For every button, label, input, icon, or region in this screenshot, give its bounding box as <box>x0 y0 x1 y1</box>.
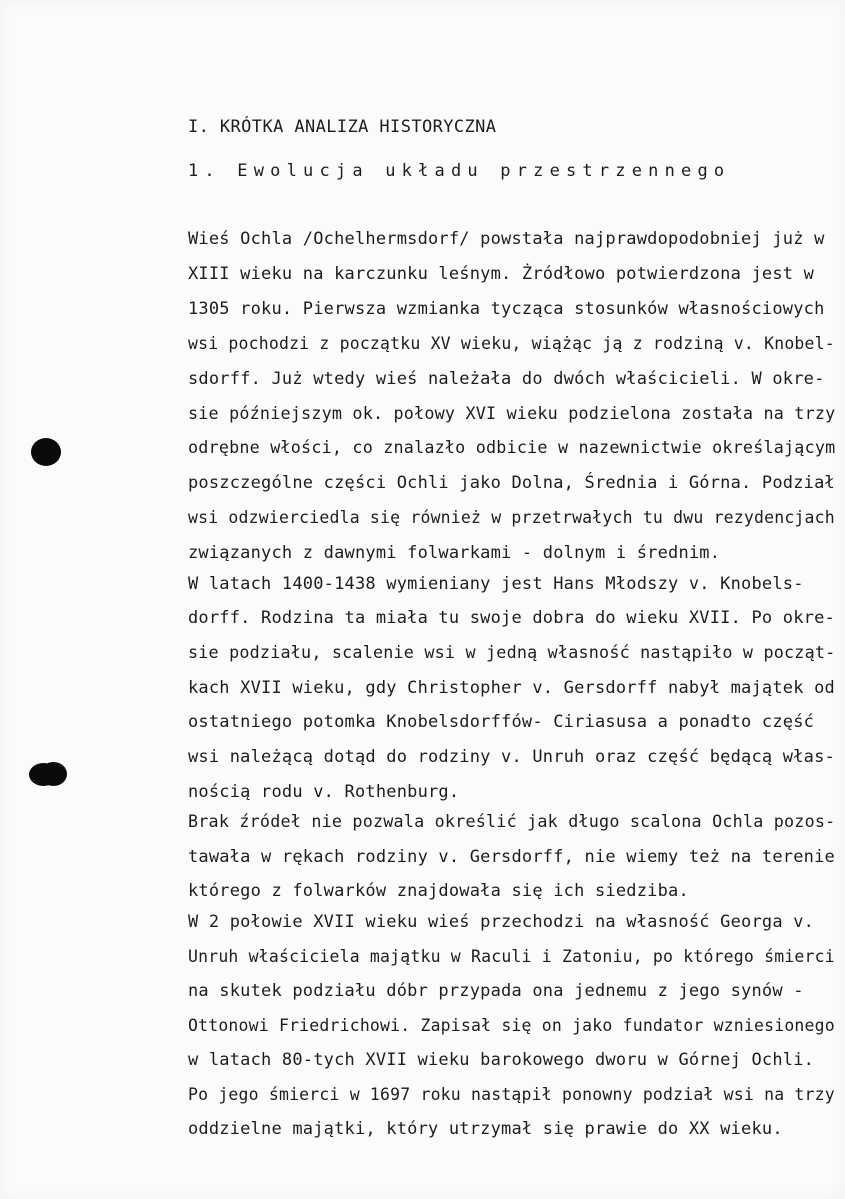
text-line: Ottonowi Friedrichowi. Zapisał się on jako fundator wzniesionego <box>188 1016 835 1036</box>
text-line: w latach 80-tych XVII wieku barokowego dworu w Górnej Ochli. <box>188 1050 815 1070</box>
text-line: sdorff. Już wtedy wieś należała do dwóch właścicieli. W okre- <box>188 369 825 389</box>
text-line: wsi pochodzi z początku XV wieku, wiążąc ją z rodziną v. Knobel- <box>188 334 835 354</box>
text-line: W 2 połowie XVII wieku wieś przechodzi na własność Georga v. <box>188 912 815 932</box>
text-line: którego z folwarków znajdowała się ich siedziba. <box>188 881 689 901</box>
punch-hole <box>31 438 61 466</box>
text-line: Unruh właściciela majątku w Raculi i Zatoniu, po którego śmierci <box>188 947 835 967</box>
text-line: Brak źródeł nie pozwala określić jak długo scalona Ochla pozos- <box>188 812 836 832</box>
text-line: poszczególne części Ochli jako Dolna, Średnia i Górna. Podział <box>188 473 835 493</box>
text-line: wsi należącą dotąd do rodziny v. Unruh oraz część będącą włas- <box>188 747 835 767</box>
text-line: nością rodu v. Rothenburg. <box>188 782 460 802</box>
text-line: dorff. Rodzina ta miała tu swoje dobra do wieku XVII. Po okre- <box>188 608 835 628</box>
text-line: W latach 1400-1438 wymieniany jest Hans Młodszy v. Knobels- <box>188 574 804 594</box>
text-line: XIII wieku na karczunku leśnym. Żródłowo potwierdzona jest w <box>188 264 815 284</box>
text-line: Po jego śmierci w 1697 roku nastąpił ponowny podział wsi na trzy <box>188 1085 835 1105</box>
text-line: kach XVII wieku, gdy Christopher v. Gersdorff nabył majątek od <box>188 678 835 698</box>
section-heading: I. KRÓTKA ANALIZA HISTORYCZNA <box>188 117 497 137</box>
text-line: 1305 roku. Pierwsza wzmianka tycząca stosunków własnościowych <box>188 299 825 319</box>
text-line: sie podziału, scalenie wsi w jedną własność nastąpiło w począt- <box>188 643 836 663</box>
punch-hole <box>40 762 67 786</box>
text-line: Wieś Ochla /Ochelhermsdorf/ powstała najprawdopodobniej już w <box>188 229 825 249</box>
text-line: wsi odzwierciedla się również w przetrwałych tu dwu rezydencjach <box>188 508 835 528</box>
text-line: odrębne włości, co znalazło odbicie w nazewnictwie określającym <box>188 438 836 458</box>
subsection-heading: 1. Ewolucja układu przestrzennego <box>188 161 731 181</box>
text-line: oddzielne majątki, który utrzymał się prawie do XX wieku. <box>188 1119 783 1139</box>
text-line: tawała w rękach rodziny v. Gersdorff, nie wiemy też na terenie <box>188 847 835 867</box>
text-line: ostatniego potomka Knobelsdorffów- Ciriasusa a ponadto część <box>188 712 815 732</box>
text-line: związanych z dawnymi folwarkami - dolnym i średnim. <box>188 543 721 563</box>
text-line: na skutek podziału dóbr przypada ona jednemu z jego synów - <box>188 981 804 1001</box>
text-line: sie późniejszym ok. połowy XVI wieku podzielona została na trzy <box>188 404 836 424</box>
